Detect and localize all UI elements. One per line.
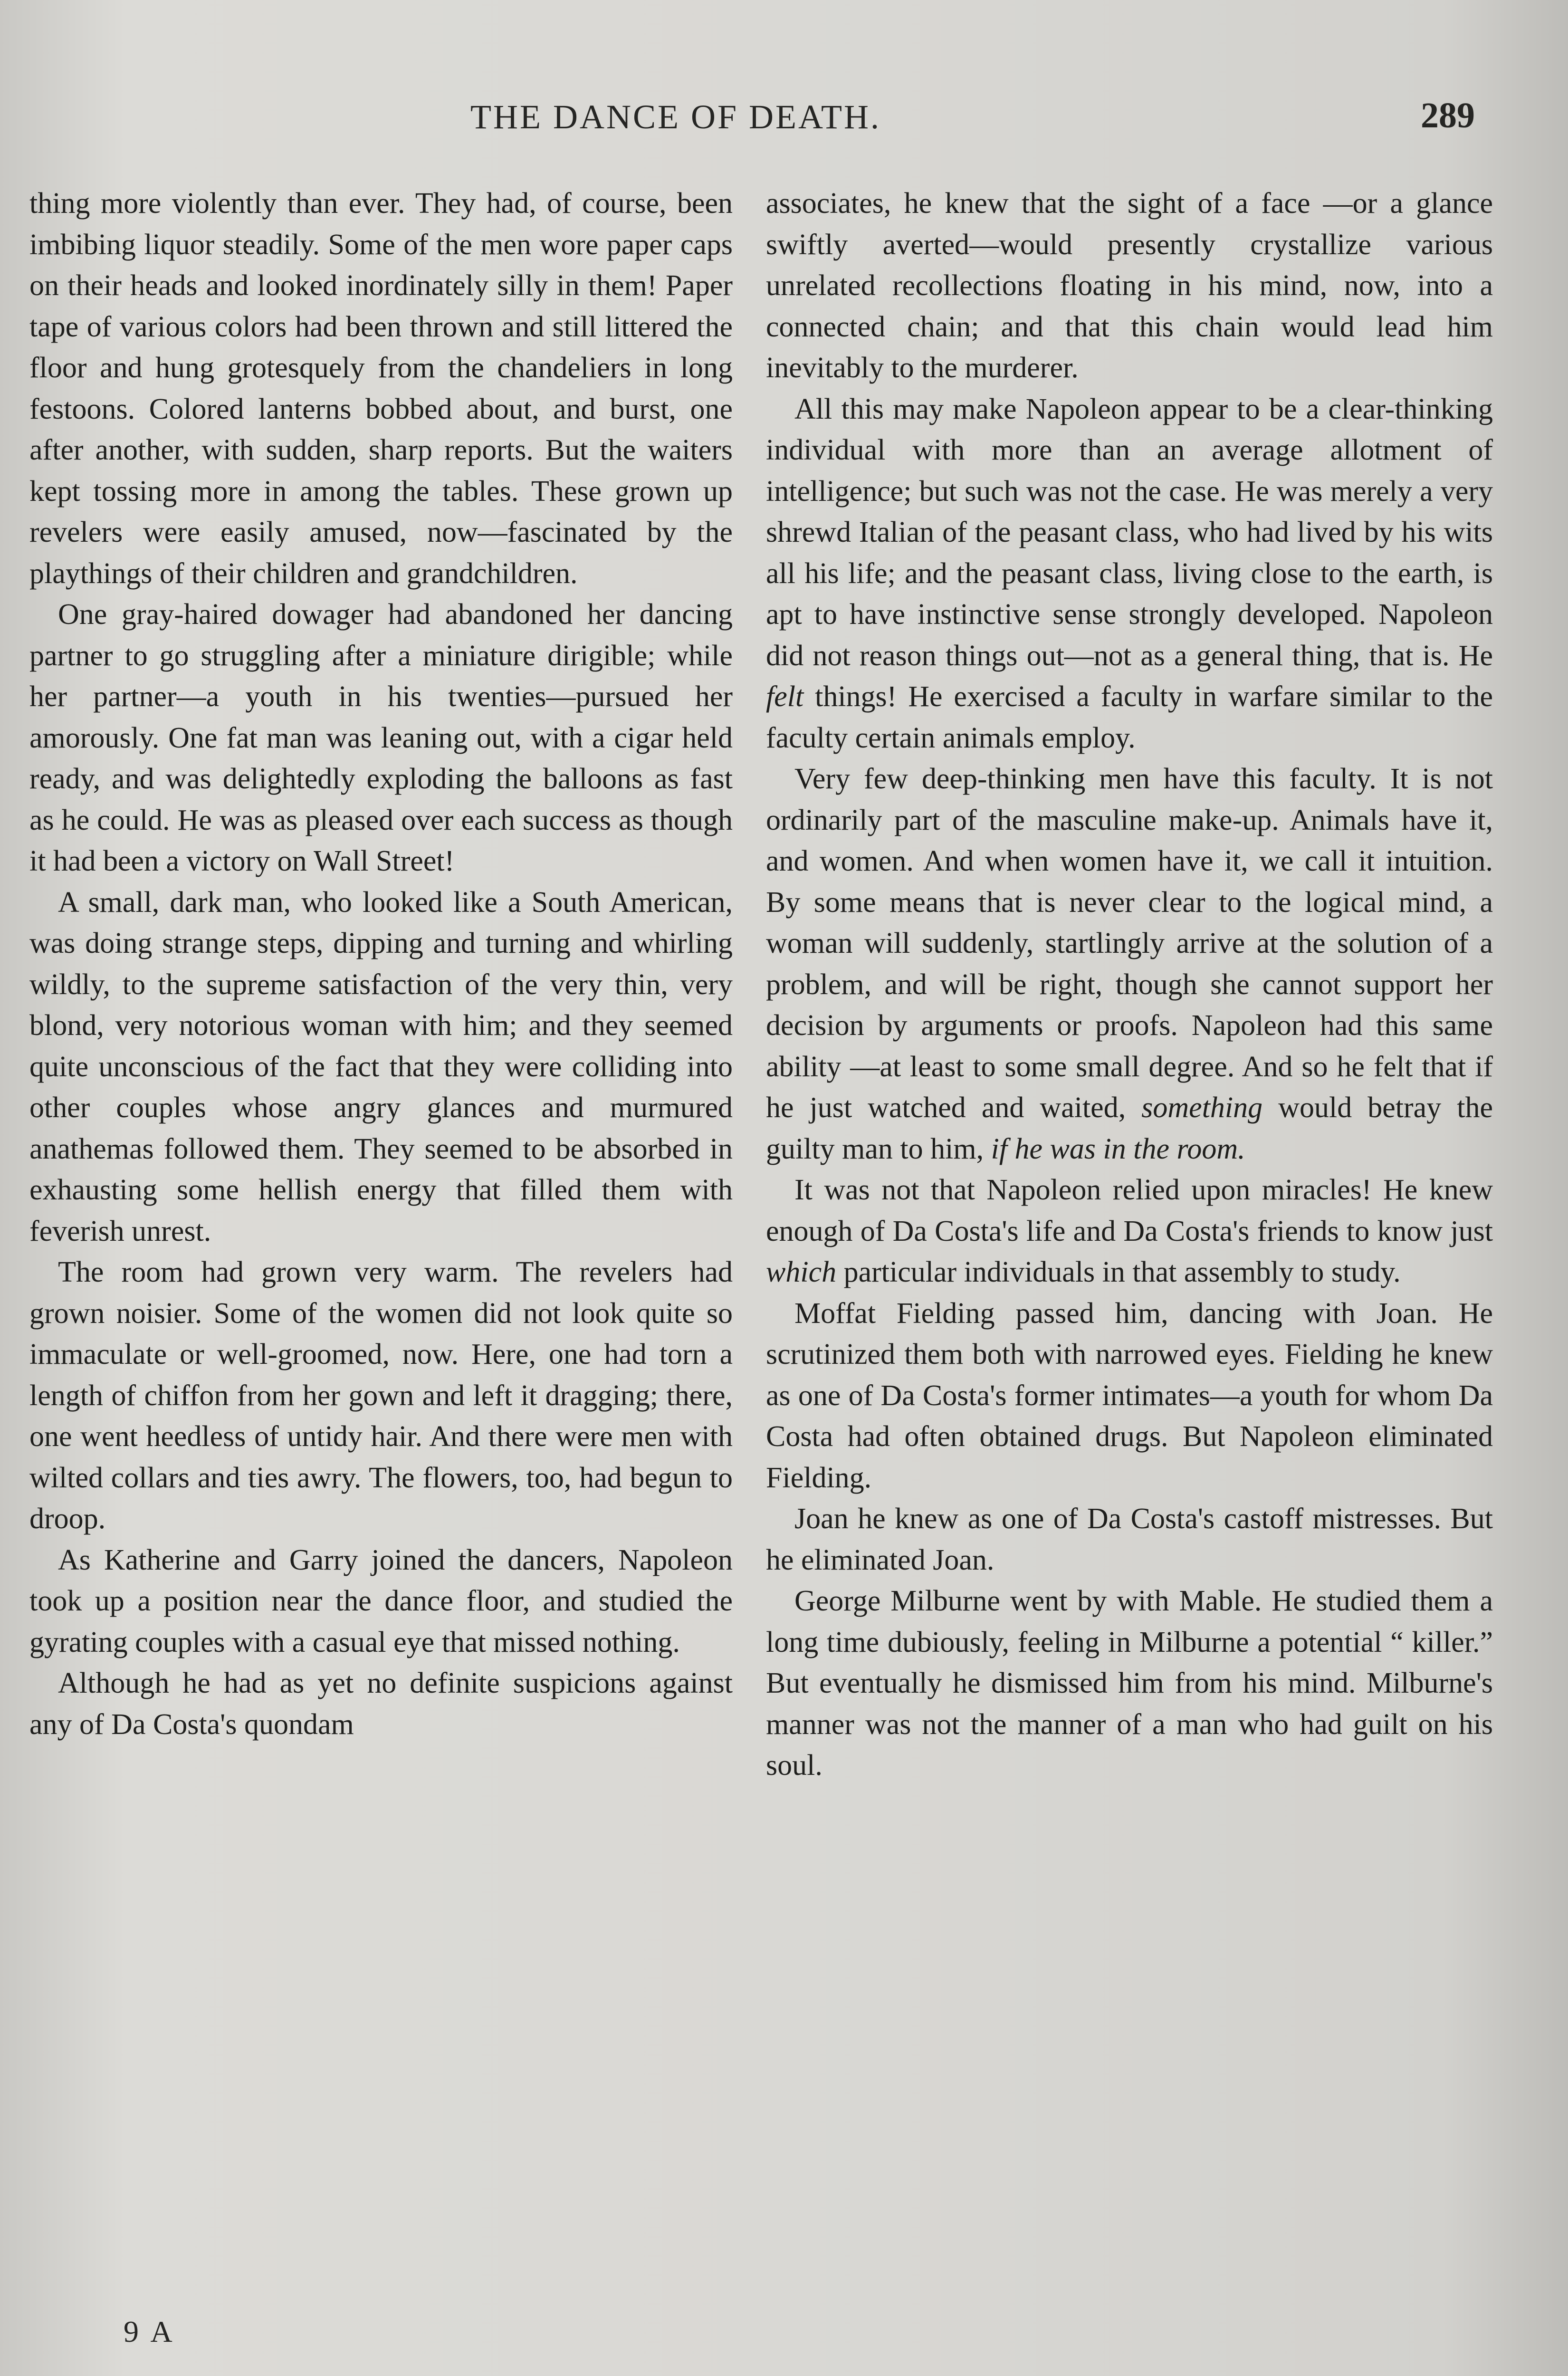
text-run: Very few deep-thinking men have this faculty. It is not ordinarily part of the masculine make-up. Animals have it, and women. And when women have it, we call it intuition. By some means that is never clear to the logical mind, a woman will suddenly, startlingly arrive at the solution of a problem, and will be right, though she cannot support her decision by arguments or proofs. Napoleon had this same ability —at least to some small degree. And so he felt that if he just watched and waited, (766, 763, 1493, 1124)
paragraph (766, 389, 1493, 759)
paragraph: A small, dark man, who looked like a South American, was doing strange steps, dipping and turning and whirling wildly, to the supreme satisfaction of the very thin, very blond, very notorious woman with him; and they seemed quite unconscious of the fact that they were colliding into other couples whose angry glances and murmured anathemas followed them. They seemed to be absorbed in exhausting some hellish energy that filled them with feverish unrest. (29, 886, 733, 1247)
left-column (29, 183, 733, 1745)
signature-mark: 9 A (124, 2315, 175, 2348)
paragraph: associates, he knew that the sight of a face —or a glance swiftly averted—would presently crystallize various unrelated recollections floating in his mind, now, into a connected chain; and that this chain would lead him inevitably to the murderer. (766, 187, 1493, 384)
paragraph: As Katherine and Garry joined the dancers, Napoleon took up a position near the dance floor, and studied the gyrating couples with a casual eye that missed nothing. (29, 1543, 733, 1658)
paragraph: thing more violently than ever. They had, of course, been imbibing liquor steadily. Some of the men wore paper caps on their heads and looked inordinately silly in them! Paper tape of various colors had been thrown and still littered the floor and hung grotesquely from the chandeliers in long festoons. Colored lanterns bobbed about, and burst, one after another, with sudden, sharp reports. But the waiters kept tossing more in among the tables. These grown up revelers were easily amused, now—fascinated by the playthings of their children and grandchildren. (29, 187, 733, 590)
italic-text: something (1141, 1092, 1263, 1124)
paragraph: The room had grown very warm. The revelers had grown noisier. Some of the women did not look quite so immaculate or well-groomed, now. Here, one had torn a length of chiffon from her gown and left it dragging; there, one went heedless of untidy hair. And there were men with wilted collars and ties awry. The flowers, too, had begun to droop. (29, 1256, 733, 1535)
paragraph: Moffat Fielding passed him, dancing with Joan. He scrutinized them both with narrowed eyes. Fielding he knew as one of Da Costa's former intimates—a youth for whom Da Costa had often obtained drugs. But Napoleon eliminated Fielding. (766, 1297, 1493, 1494)
text-run: All this may make Napoleon appear to be a clear-thinking individual with more than an average allotment of intelligence; but such was not the case. He was merely a very shrewd Italian of the peasant class, who had lived by his wits all his life; and the peasant class, living close to the earth, is apt to have instinctive sense strongly developed. Napoleon did not reason things out—not as a general thing, that is. He (766, 393, 1493, 672)
text-run: It was not that Napoleon relied upon miracles! He knew enough of Da Costa's life and Da Costa's friends to know just (766, 1174, 1493, 1247)
paragraph: Although he had as yet no definite suspicions against any of Da Costa's quondam (29, 1667, 733, 1741)
running-head: THE DANCE OF DEATH. (470, 98, 881, 136)
italic-text: felt (766, 680, 804, 713)
text-run: would betray the guilty man to him, (766, 1092, 1493, 1165)
page-number: 289 (1421, 96, 1475, 135)
paragraph (766, 758, 1493, 1169)
paragraph (766, 1169, 1493, 1293)
italic-text: if he was in the room. (991, 1132, 1245, 1165)
paragraph: George Milburne went by with Mable. He studied them a long time dubiously, feeling in Milburne a potential “ killer.” But eventually he dismissed him from his mind. Milburne's manner was not the manner of a man who had guilt on his soul. (766, 1585, 1493, 1782)
text-run: particular individuals in that assembly to study. (836, 1256, 1401, 1288)
italic-text: which (766, 1256, 837, 1288)
paragraph: Joan he knew as one of Da Costa's castoff mistresses. But he eliminated Joan. (766, 1503, 1493, 1576)
right-column (766, 183, 1493, 1786)
text-run: things! He exercised a faculty in warfare similar to the faculty certain animals employ. (766, 680, 1493, 754)
paragraph: One gray-haired dowager had abandoned her dancing partner to go struggling after a miniature dirigible; while her partner—a youth in his twenties—pursued her amorously. One fat man was leaning out, with a cigar held ready, and was delightedly exploding the balloons as fast as he could. He was as pleased over each success as though it had been a victory on Wall Street! (29, 598, 733, 877)
